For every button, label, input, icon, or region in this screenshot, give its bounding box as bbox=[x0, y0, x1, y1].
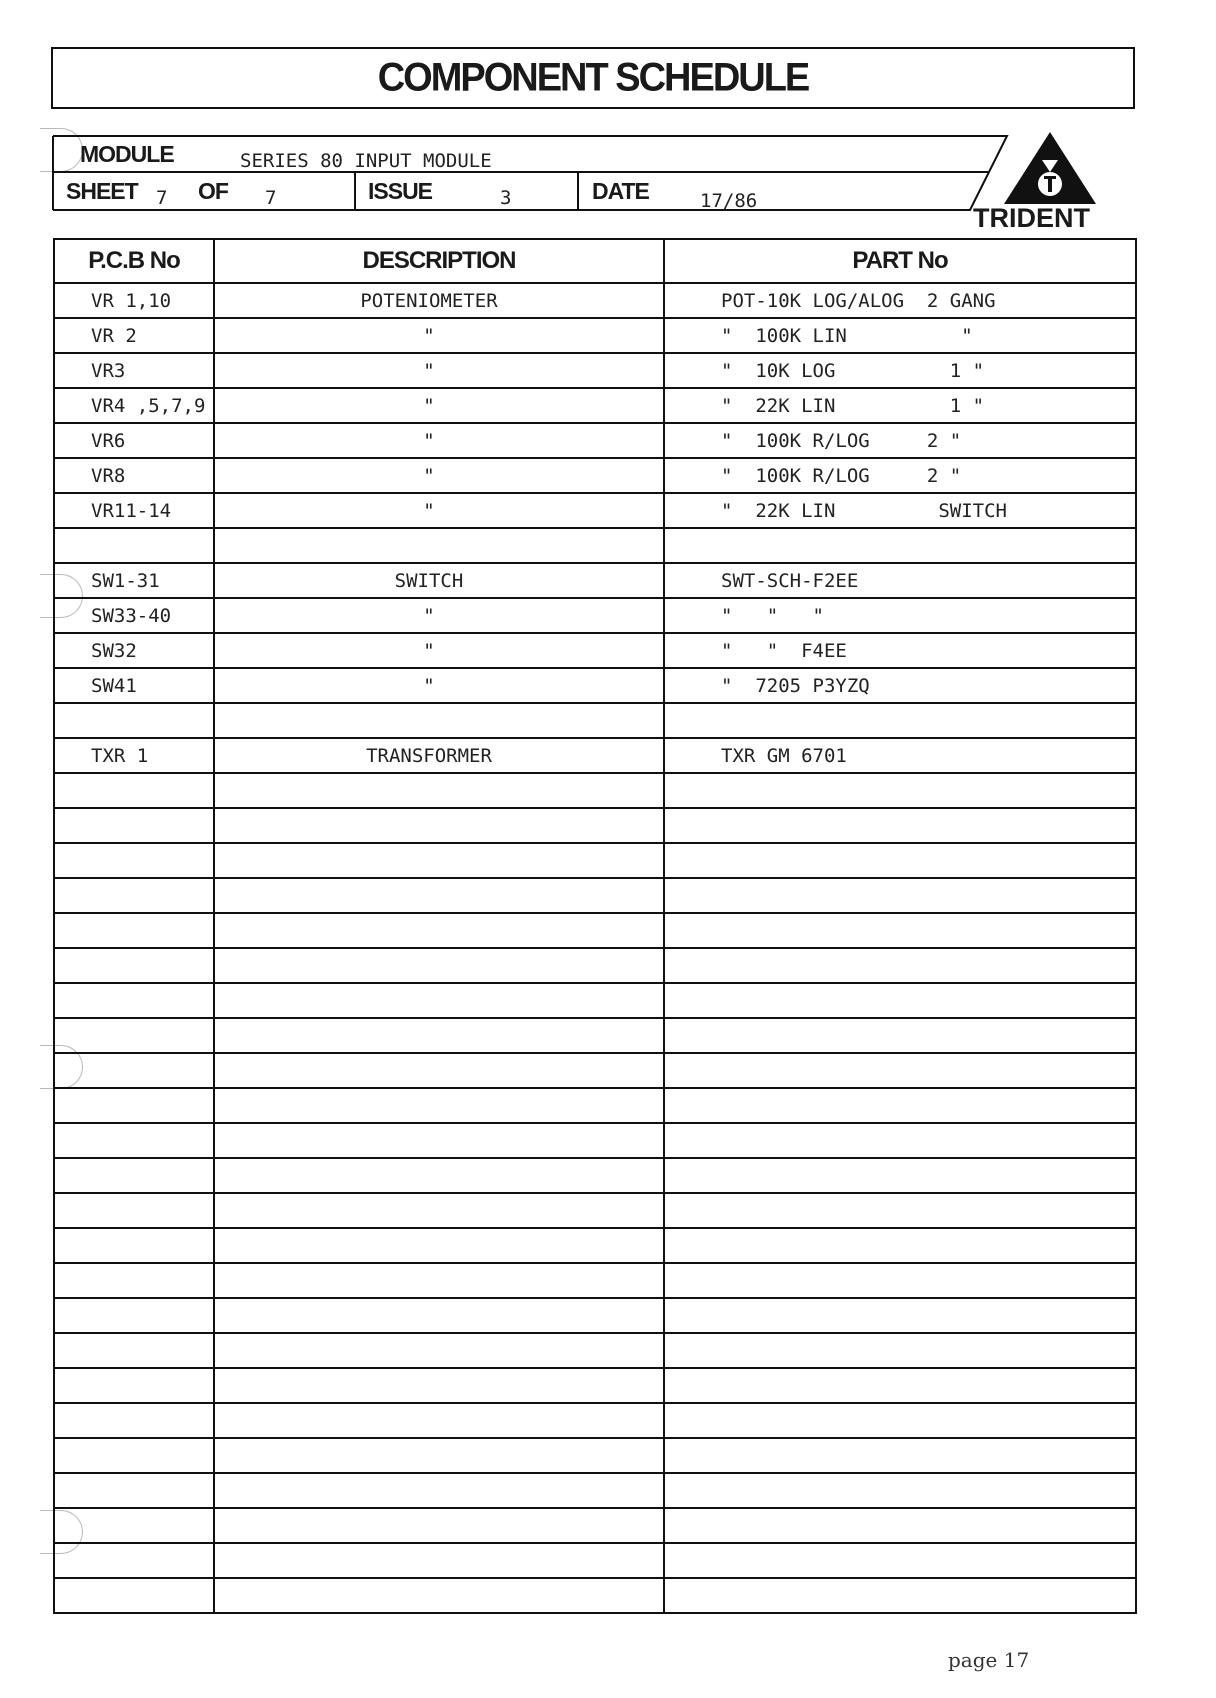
issue-value: 3 bbox=[500, 187, 512, 209]
part-cell bbox=[664, 808, 1136, 843]
pcb-cell: VR3 bbox=[54, 353, 214, 388]
description-cell bbox=[214, 843, 664, 878]
pcb-cell bbox=[54, 1263, 214, 1298]
table-row bbox=[54, 1193, 1136, 1228]
part-cell bbox=[664, 1088, 1136, 1123]
description-cell bbox=[214, 1053, 664, 1088]
pcb-cell bbox=[54, 983, 214, 1018]
description-cell: " bbox=[214, 388, 664, 423]
page-title: COMPONENT SCHEDULE bbox=[377, 55, 809, 100]
part-cell bbox=[664, 1123, 1136, 1158]
component-table bbox=[53, 238, 1137, 1614]
description-cell bbox=[214, 948, 664, 983]
description-cell bbox=[214, 1403, 664, 1438]
pcb-cell bbox=[54, 773, 214, 808]
part-cell bbox=[664, 1403, 1136, 1438]
description-cell: POTENIOMETER bbox=[214, 283, 664, 318]
column-header-part: PART No bbox=[664, 239, 1136, 283]
pcb-cell bbox=[54, 1438, 214, 1473]
table-row bbox=[54, 633, 1136, 668]
table-row bbox=[54, 1228, 1136, 1263]
description-cell bbox=[214, 1438, 664, 1473]
pcb-cell: VR 1,10 bbox=[54, 283, 214, 318]
table-row bbox=[54, 983, 1136, 1018]
pcb-cell bbox=[54, 1228, 214, 1263]
pcb-cell bbox=[54, 1473, 214, 1508]
part-cell: " 100K R/LOG 2 " bbox=[664, 423, 1136, 458]
pcb-cell bbox=[54, 878, 214, 913]
date-label: DATE bbox=[592, 178, 649, 204]
table-row bbox=[54, 353, 1136, 388]
description-cell: " bbox=[214, 598, 664, 633]
description-cell: " bbox=[214, 493, 664, 528]
table-row bbox=[54, 1473, 1136, 1508]
pcb-cell bbox=[54, 703, 214, 738]
pcb-cell bbox=[54, 1018, 214, 1053]
description-cell bbox=[214, 1123, 664, 1158]
table-row bbox=[54, 1158, 1136, 1193]
part-cell: SWT-SCH-F2EE bbox=[664, 563, 1136, 598]
part-cell bbox=[664, 1368, 1136, 1403]
description-cell bbox=[214, 528, 664, 563]
pcb-cell: VR11-14 bbox=[54, 493, 214, 528]
pcb-cell bbox=[54, 528, 214, 563]
table-row bbox=[54, 528, 1136, 563]
pcb-cell bbox=[54, 1193, 214, 1228]
description-cell bbox=[214, 1193, 664, 1228]
part-cell bbox=[664, 1508, 1136, 1543]
part-cell: " 10K LOG 1 " bbox=[664, 353, 1136, 388]
description-cell bbox=[214, 1298, 664, 1333]
pcb-cell bbox=[54, 1333, 214, 1368]
description-cell bbox=[214, 703, 664, 738]
pcb-cell bbox=[54, 913, 214, 948]
table-row bbox=[54, 843, 1136, 878]
part-cell bbox=[664, 843, 1136, 878]
description-cell bbox=[214, 983, 664, 1018]
part-cell: TXR GM 6701 bbox=[664, 738, 1136, 773]
pcb-cell: VR6 bbox=[54, 423, 214, 458]
description-cell: TRANSFORMER bbox=[214, 738, 664, 773]
table-row bbox=[54, 668, 1136, 703]
pcb-cell bbox=[54, 1298, 214, 1333]
table-row bbox=[54, 808, 1136, 843]
part-cell bbox=[664, 1333, 1136, 1368]
pcb-cell bbox=[54, 843, 214, 878]
module-value: SERIES 80 INPUT MODULE bbox=[240, 150, 492, 172]
part-cell bbox=[664, 948, 1136, 983]
table-row bbox=[54, 1263, 1136, 1298]
table-row bbox=[54, 458, 1136, 493]
table-row bbox=[54, 423, 1136, 458]
issue-label: ISSUE bbox=[368, 178, 433, 204]
table-row bbox=[54, 1298, 1136, 1333]
pcb-cell: SW33-40 bbox=[54, 598, 214, 633]
pcb-cell bbox=[54, 1508, 214, 1543]
part-cell bbox=[664, 1228, 1136, 1263]
pcb-cell: SW1-31 bbox=[54, 563, 214, 598]
description-cell: " bbox=[214, 353, 664, 388]
table-row bbox=[54, 318, 1136, 353]
pcb-cell: SW32 bbox=[54, 633, 214, 668]
part-cell bbox=[664, 773, 1136, 808]
description-cell bbox=[214, 1158, 664, 1193]
table-row bbox=[54, 913, 1136, 948]
description-cell bbox=[214, 1263, 664, 1298]
description-cell bbox=[214, 878, 664, 913]
table-row bbox=[54, 1368, 1136, 1403]
description-cell bbox=[214, 1018, 664, 1053]
part-cell bbox=[664, 1158, 1136, 1193]
pcb-cell bbox=[54, 1543, 214, 1578]
part-cell: " 7205 P3YZQ bbox=[664, 668, 1136, 703]
table-row bbox=[54, 1018, 1136, 1053]
description-cell bbox=[214, 773, 664, 808]
table-row bbox=[54, 493, 1136, 528]
part-cell bbox=[664, 1018, 1136, 1053]
pcb-cell bbox=[54, 1088, 214, 1123]
part-cell bbox=[664, 528, 1136, 563]
table-row bbox=[54, 738, 1136, 773]
description-cell: " bbox=[214, 318, 664, 353]
table-row bbox=[54, 388, 1136, 423]
part-cell bbox=[664, 1298, 1136, 1333]
date-value: 17/86 bbox=[700, 190, 758, 212]
description-cell bbox=[214, 1368, 664, 1403]
description-cell bbox=[214, 1228, 664, 1263]
table-row bbox=[54, 1053, 1136, 1088]
table-row bbox=[54, 1508, 1136, 1543]
sheet-value: 7 bbox=[156, 187, 168, 209]
pcb-cell: SW41 bbox=[54, 668, 214, 703]
description-cell bbox=[214, 808, 664, 843]
pcb-cell: VR8 bbox=[54, 458, 214, 493]
description-cell bbox=[214, 913, 664, 948]
module-label: MODULE bbox=[80, 141, 174, 167]
description-cell bbox=[214, 1473, 664, 1508]
part-cell bbox=[664, 1473, 1136, 1508]
pcb-cell bbox=[54, 1578, 214, 1613]
pcb-cell bbox=[54, 1368, 214, 1403]
description-cell bbox=[214, 1333, 664, 1368]
part-cell bbox=[664, 1263, 1136, 1298]
of-label: OF bbox=[198, 178, 228, 204]
logo-text: TRIDENT bbox=[973, 203, 1090, 233]
part-cell bbox=[664, 878, 1136, 913]
pcb-cell: TXR 1 bbox=[54, 738, 214, 773]
table-row bbox=[54, 773, 1136, 808]
pcb-cell bbox=[54, 1123, 214, 1158]
table-row bbox=[54, 1578, 1136, 1613]
part-cell bbox=[664, 1193, 1136, 1228]
pcb-cell bbox=[54, 1158, 214, 1193]
part-cell: " " " bbox=[664, 598, 1136, 633]
table-row bbox=[54, 598, 1136, 633]
table-row bbox=[54, 1333, 1136, 1368]
description-cell bbox=[214, 1508, 664, 1543]
part-cell bbox=[664, 703, 1136, 738]
sheet-label: SHEET bbox=[66, 178, 138, 204]
table-row bbox=[54, 1403, 1136, 1438]
description-cell bbox=[214, 1578, 664, 1613]
part-cell bbox=[664, 1543, 1136, 1578]
table-row bbox=[54, 1123, 1136, 1158]
table-row bbox=[54, 948, 1136, 983]
description-cell bbox=[214, 1088, 664, 1123]
page-number: page 17 bbox=[948, 1648, 1030, 1672]
table-row bbox=[54, 563, 1136, 598]
table-row bbox=[54, 1543, 1136, 1578]
part-cell: POT-10K LOG/ALOG 2 GANG bbox=[664, 283, 1136, 318]
table-header-row bbox=[54, 239, 1136, 283]
pcb-cell bbox=[54, 808, 214, 843]
description-cell: " bbox=[214, 423, 664, 458]
column-header-pcb: P.C.B No bbox=[54, 239, 214, 283]
table-row bbox=[54, 703, 1136, 738]
pcb-cell bbox=[54, 948, 214, 983]
part-cell: " " F4EE bbox=[664, 633, 1136, 668]
column-header-description: DESCRIPTION bbox=[214, 239, 664, 283]
part-cell bbox=[664, 1438, 1136, 1473]
pcb-cell bbox=[54, 1403, 214, 1438]
description-cell: SWITCH bbox=[214, 563, 664, 598]
pcb-cell bbox=[54, 1053, 214, 1088]
part-cell bbox=[664, 1053, 1136, 1088]
table-row bbox=[54, 878, 1136, 913]
part-cell bbox=[664, 983, 1136, 1018]
part-cell: " 100K LIN " bbox=[664, 318, 1136, 353]
part-cell: " 22K LIN SWITCH bbox=[664, 493, 1136, 528]
description-cell: " bbox=[214, 633, 664, 668]
description-cell: " bbox=[214, 668, 664, 703]
table-row bbox=[54, 1088, 1136, 1123]
pcb-cell: VR4 ,5,7,9 bbox=[54, 388, 214, 423]
part-cell: " 100K R/LOG 2 " bbox=[664, 458, 1136, 493]
pcb-cell: VR 2 bbox=[54, 318, 214, 353]
description-cell bbox=[214, 1543, 664, 1578]
table-row bbox=[54, 283, 1136, 318]
part-cell bbox=[664, 1578, 1136, 1613]
part-cell bbox=[664, 913, 1136, 948]
description-cell: " bbox=[214, 458, 664, 493]
part-cell: " 22K LIN 1 " bbox=[664, 388, 1136, 423]
of-value: 7 bbox=[265, 187, 277, 209]
table-row bbox=[54, 1438, 1136, 1473]
